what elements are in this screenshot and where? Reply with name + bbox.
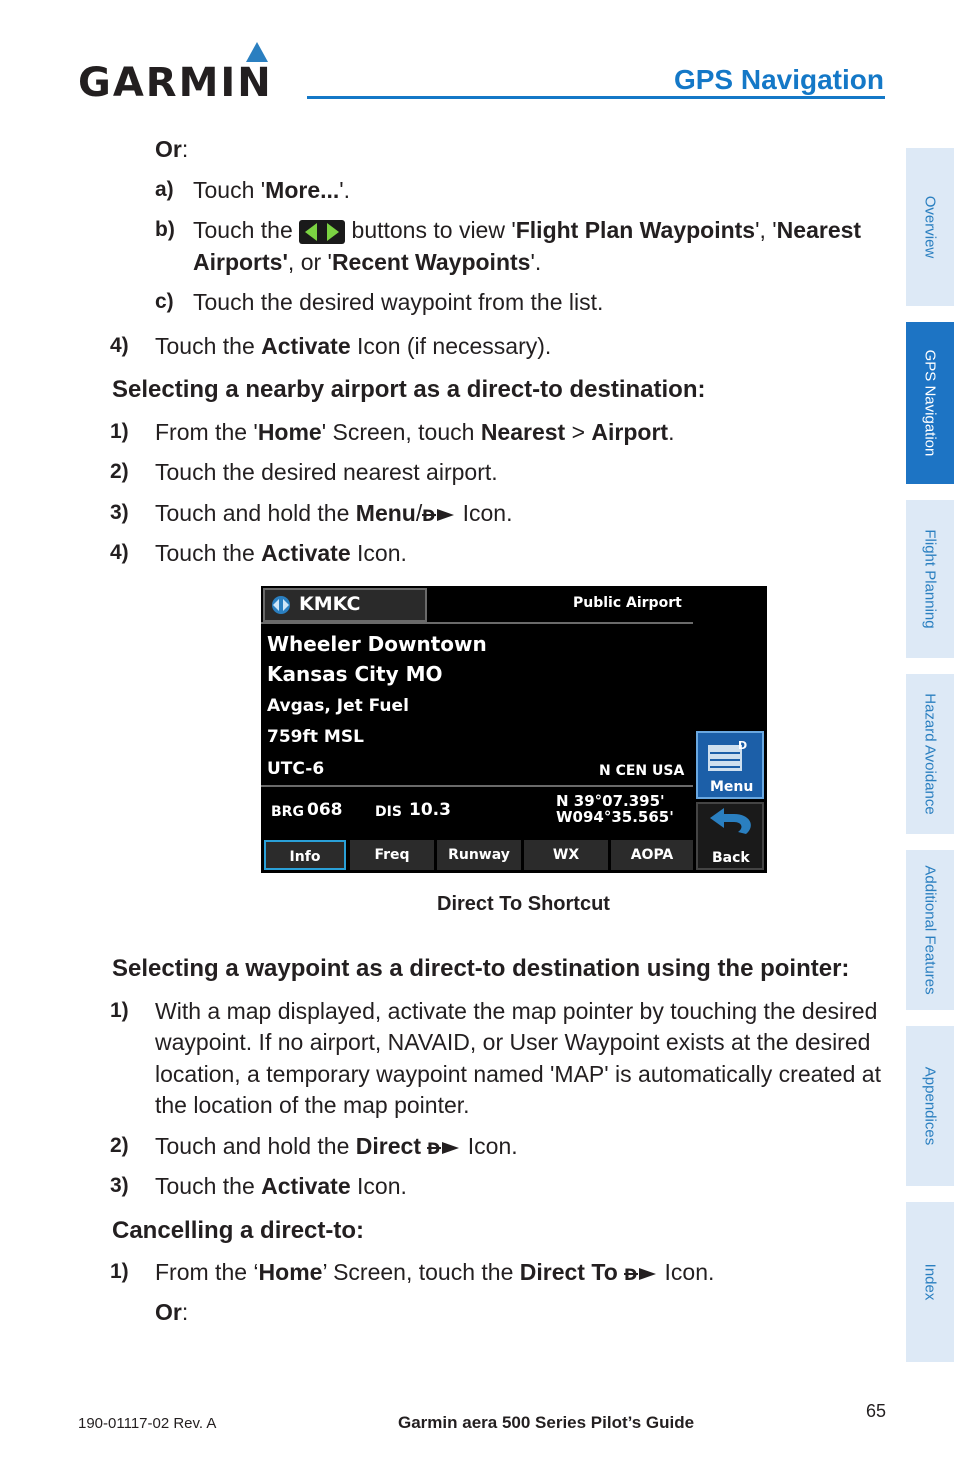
h2-step-1-label: 1) (110, 999, 129, 1022)
h1-step-2-text: Touch the desired nearest airport. (155, 459, 498, 485)
menu-list-icon (706, 739, 756, 775)
svg-text:D: D (422, 505, 436, 524)
heading-pointer: Selecting a waypoint as a direct-to destination using the pointer: (112, 955, 850, 982)
svg-text:D: D (738, 739, 748, 752)
direct-to-icon (624, 1265, 658, 1283)
tab-additional-features[interactable]: Additional Features (906, 850, 954, 1010)
guide-title: Garmin aera 500 Series Pilot’s Guide (398, 1413, 695, 1432)
menu-label: Menu (710, 779, 754, 795)
step-4-label: 4) (110, 334, 129, 357)
h2-step-1-line1: With a map displayed, activate the map pointer by touching the desired (155, 998, 878, 1024)
svg-text:D: D (624, 1264, 638, 1283)
step-4-text: Touch the Activate Icon (if necessary). (155, 333, 552, 359)
airport-name-line1: Wheeler Downtown (267, 632, 487, 656)
left-right-arrows-icon (299, 220, 345, 244)
h2-step-1-line2: waypoint. If no airport, NAVAID, or User Waypoint exists at the desired (155, 1029, 871, 1055)
airport-type: Public Airport (573, 595, 682, 611)
back-label: Back (712, 850, 750, 866)
step-b-text-line2: Airports', or 'Recent Waypoints'. (193, 249, 542, 275)
h1-step-2-label: 2) (110, 460, 129, 483)
figure-caption: Direct To Shortcut (437, 893, 610, 915)
h2-step-3-label: 3) (110, 1174, 129, 1197)
h1-step-4-text: Touch the Activate Icon. (155, 540, 407, 566)
h3-step-1-label: 1) (110, 1260, 129, 1283)
device-screenshot (261, 586, 767, 873)
h1-step-3-text: Touch and hold the Menu/ D Icon. (155, 500, 513, 526)
tab-overview[interactable]: Overview (906, 148, 954, 306)
longitude: W094°35.565' (556, 808, 674, 826)
svg-text:D: D (427, 1138, 441, 1157)
tab-index[interactable]: Index (906, 1202, 954, 1362)
elevation-info: 759ft MSL (267, 727, 364, 747)
tab-appendices[interactable]: Appendices (906, 1026, 954, 1186)
device-tab-wx[interactable]: WX (524, 840, 608, 870)
h2-step-2-label: 2) (110, 1134, 129, 1157)
latitude: N 39°07.395' (556, 792, 665, 810)
or-label-2: Or: (155, 1299, 189, 1325)
region-info: N CEN USA (599, 763, 685, 779)
back-arrow-icon (706, 808, 758, 844)
divider (261, 622, 693, 624)
airport-icon (269, 594, 293, 616)
h2-step-2-text: Touch and hold the Direct D Icon. (155, 1133, 518, 1159)
utc-info: UTC-6 (267, 759, 325, 779)
device-tab-freq[interactable]: Freq (350, 840, 434, 870)
h2-step-3-text: Touch the Activate Icon. (155, 1173, 407, 1199)
or-label: Or: (155, 136, 189, 162)
menu-button[interactable] (696, 731, 764, 799)
step-b-text-line1: Touch the buttons to view 'Flight Plan Waypoints', 'Nearest (193, 217, 862, 243)
page-number: 65 (866, 1401, 887, 1421)
direct-to-icon (427, 1139, 461, 1157)
dis-label: DIS (375, 804, 402, 820)
step-c-label: c) (155, 290, 174, 313)
h1-step-1-text: From the 'Home' Screen, touch Nearest > Airport. (155, 419, 675, 445)
step-a-label: a) (155, 178, 174, 201)
divider (261, 785, 693, 787)
h1-step-3-label: 3) (110, 501, 129, 524)
h1-step-1-label: 1) (110, 420, 129, 443)
device-tab-runway[interactable]: Runway (437, 840, 521, 870)
section-title: GPS Navigation (673, 64, 884, 95)
h1-step-4-label: 4) (110, 541, 129, 564)
step-c-text: Touch the desired waypoint from the list. (193, 289, 604, 315)
tab-flight-planning[interactable]: Flight Planning (906, 500, 954, 658)
identifier-field[interactable] (263, 588, 427, 622)
back-button[interactable] (696, 802, 764, 870)
device-tab-info[interactable]: Info (264, 840, 346, 870)
garmin-logo (78, 42, 288, 106)
header-rule (307, 96, 885, 99)
identifier-text: KMKC (299, 593, 361, 615)
step-a-text: Touch 'More...'. (193, 177, 351, 203)
heading-nearby-airport: Selecting a nearby airport as a direct-to destination: (112, 376, 706, 403)
h2-step-1-line4: the location of the map pointer. (155, 1092, 470, 1118)
dis-value: 10.3 (409, 800, 451, 820)
device-tab-aopa[interactable]: AOPA (611, 840, 693, 870)
direct-to-icon (422, 506, 456, 524)
doc-number: 190-01117-02 Rev. A (78, 1415, 217, 1432)
heading-cancelling: Cancelling a direct-to: (112, 1217, 365, 1244)
tab-hazard-avoidance[interactable]: Hazard Avoidance (906, 674, 954, 834)
h2-step-1-line3: location, a temporary waypoint named 'MAP' is automatically created at (155, 1061, 881, 1087)
fuel-info: Avgas, Jet Fuel (267, 696, 409, 716)
step-b-label: b) (155, 218, 175, 241)
brg-value: 068 (307, 800, 343, 820)
tab-gps-navigation[interactable]: GPS Navigation (906, 322, 954, 484)
garmin-delta-icon (246, 42, 268, 62)
garmin-logo-text: GARMIN (78, 60, 273, 106)
h3-step-1-text: From the ‘Home’ Screen, touch the Direct To D Icon. (155, 1259, 715, 1285)
brg-label: BRG (271, 804, 304, 820)
airport-name-line2: Kansas City MO (267, 662, 443, 686)
